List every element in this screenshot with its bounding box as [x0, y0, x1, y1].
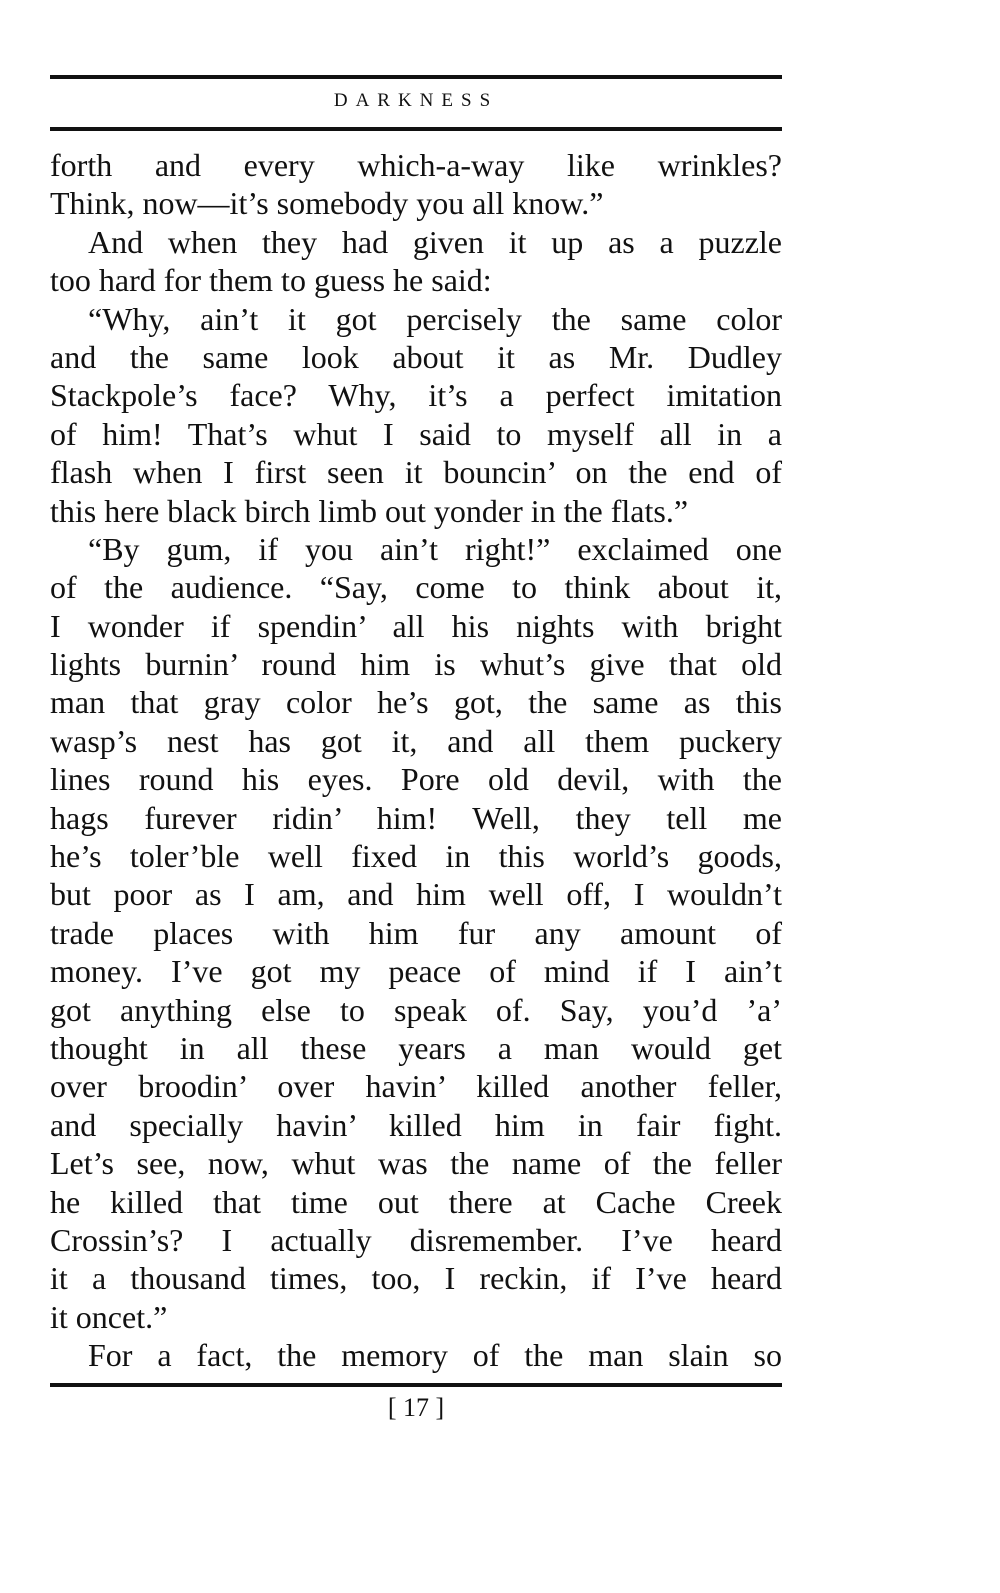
text-line: Let’s see, now, whut was the name of the feller	[50, 1145, 782, 1182]
text-line: of him! That’s whut I said to myself all in a	[50, 415, 782, 452]
text-line: man that gray color he’s got, the same as this	[50, 684, 782, 721]
text-line: thought in all these years a man would get	[50, 1029, 782, 1066]
text-line: over broodin’ over havin’ killed another feller,	[50, 1068, 782, 1105]
text-line: For a fact, the memory of the man slain so	[88, 1337, 782, 1374]
text-line: lights burnin’ round him is whut’s give that old	[50, 646, 782, 683]
text-line: it oncet.”	[50, 1298, 168, 1335]
text-line: it a thousand times, too, I reckin, if I’ve heard	[50, 1260, 782, 1297]
text-line: trade places with him fur any amount of	[50, 914, 782, 951]
text-line: Stackpole’s face? Why, it’s a perfect imitation	[50, 377, 782, 414]
text-line: got anything else to speak of. Say, you’d ’a’	[50, 991, 782, 1028]
text-line: Think, now—it’s somebody you all know.”	[50, 185, 604, 222]
text-line: he killed that time out there at Cache Creek	[50, 1183, 782, 1220]
text-line: money. I’ve got my peace of mind if I ain’t	[50, 953, 782, 990]
text-line: and the same look about it as Mr. Dudley	[50, 338, 782, 375]
text-line: and specially havin’ killed him in fair fight.	[50, 1106, 782, 1143]
text-line: flash when I first seen it bouncin’ on the end of	[50, 454, 782, 491]
text-line: I wonder if spendin’ all his nights with bright	[50, 607, 782, 644]
text-line: hags furever ridin’ him! Well, they tell me	[50, 799, 782, 836]
top-rule	[50, 75, 782, 79]
text-line: too hard for them to guess he said:	[50, 262, 492, 299]
text-line: “Why, ain’t it got percisely the same color	[88, 300, 782, 337]
text-line: of the audience. “Say, come to think about it,	[50, 569, 782, 606]
text-line: lines round his eyes. Pore old devil, with the	[50, 761, 782, 798]
text-line: wasp’s nest has got it, and all them puckery	[50, 722, 782, 759]
text-line: forth and every which-a-way like wrinkles?	[50, 147, 782, 183]
text-line: Crossin’s? I actually disremember. I’ve heard	[50, 1221, 782, 1258]
text-line: And when they had given it up as a puzzle	[88, 223, 782, 260]
body-text	[50, 146, 782, 1375]
page-number: [ 17 ]	[387, 1393, 445, 1422]
bottom-rule	[50, 1383, 782, 1387]
header-rule	[50, 127, 782, 131]
text-line: but poor as I am, and him well off, I wouldn’t	[50, 876, 782, 913]
running-head: DARKNESS	[333, 90, 499, 111]
text-line: this here black birch limb out yonder in the flats.”	[50, 492, 689, 529]
text-line: “By gum, if you ain’t right!” exclaimed one	[88, 530, 782, 567]
text-line: he’s toler’ble well fixed in this world’s goods,	[50, 838, 782, 875]
